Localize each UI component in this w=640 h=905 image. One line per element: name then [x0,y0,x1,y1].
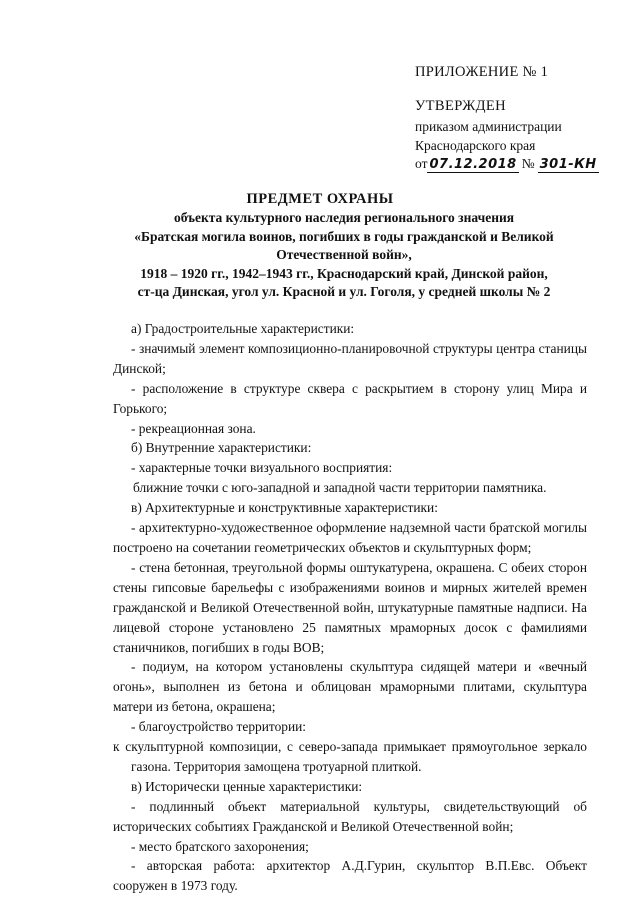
list-item: - благоустройство территории: [131,719,307,735]
number-sign: № [521,156,535,171]
list-item: - значимый элемент композиционно-планировочной структуры центра станицы Динской; [113,340,587,376]
subtitle-line: ст-ца Динская, угол ул. Красной и ул. Гоголя, у средней школы № 2 [137,284,551,299]
subtitle-line: объекта культурного наследия регионального значения [173,210,515,225]
section-heading: в) Исторически ценные характеристики: [131,778,363,794]
list-item: - расположение в структуре сквера с раскрытием в сторону улиц Мира и Горького; [113,380,587,416]
subtitle-line: 1918 – 1920 гг., 1942–1943 гг., Краснодарский край, Динской район, [140,265,548,281]
list-item: - стена бетонная, треугольной формы оштукатурена, окрашена. С обеих сторон стены гипсовые барельефы с изображениями воинов и мирных жителей времен гражданской и Великой Отечественной войн, штукатурные памятные надписи. На лицевой стороне установлено 25 памятных мраморных досок с фамилиями станичников, погибших в годы ВОВ; [113,559,587,655]
section-heading: в) Архитектурные и конструктивные характеристики: [131,500,438,516]
approval-line-1: приказом администрации [415,119,562,134]
list-item: - архитектурно-художественное оформление надземной части братской могилы построено на сочетании геометрических объектов и скульптурных форм; [113,520,587,555]
list-item: ближние точки с юго-западной и западной части территории памятника. [133,480,547,496]
section-heading: а) Градостроительные характеристики: [131,321,355,336]
document-body [113,319,587,896]
approval-line-2: Краснодарского края [415,138,536,153]
list-item: - подлинный объект материальной культуры, свидетельствующий об исторических событиях Гражданской и Великой Отечественной войн; [113,798,587,834]
list-item: к скульптурной композиции, с северо-запада примыкает прямоугольное зеркало газона. Территория замощена тротуарной плиткой. [113,739,587,774]
document-subtitle [84,209,604,302]
appendix-label: ПРИЛОЖЕНИЕ № 1 [415,64,549,80]
list-item: - авторская работа: архитектор А.Д.Гурин, скульптор В.П.Евс. Объект сооружен в 1973 году. [113,858,587,894]
list-item: - место братского захоронения; [131,838,309,854]
date-prefix: от [415,156,428,171]
list-item: - рекреационная зона. [131,420,256,436]
list-item: - подиум, на котором установлены скульптура сидящей матери и «вечный огонь», выполнен из бетона и облицован мраморными плитами, скульптура матери из бетона, окрашена; [113,659,587,715]
list-item: - характерные точки визуального восприятия: [131,460,393,476]
section-heading: б) Внутренние характеристики: [131,440,312,456]
handwritten-date: 07.12.2018 [429,157,517,172]
approval-date-line [415,156,599,173]
subtitle-line: «Братская могила воинов, погибших в годы гражданской и Великой [134,228,554,244]
subtitle-line: Отечественной войн», [276,247,412,262]
document-title: ПРЕДМЕТ ОХРАНЫ [246,191,394,207]
handwritten-number: 301-КН [539,157,597,172]
approved-label: УТВЕРЖДЕН [415,98,507,114]
